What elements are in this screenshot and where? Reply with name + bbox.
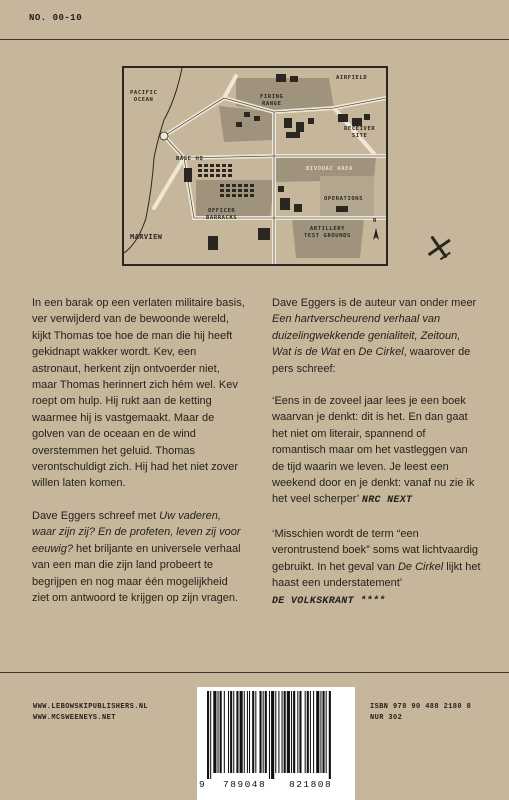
- map-label-receiver-site: RECEIVER SITE: [344, 126, 376, 139]
- barcode-bar: [236, 691, 238, 773]
- barcode-bar: [255, 691, 256, 773]
- barcode-bar: [249, 691, 250, 773]
- map-label-operations: OPERATIONS: [324, 196, 364, 202]
- map-label-firing-range: FIRING RANGE: [260, 94, 284, 107]
- barcode-bar: [291, 691, 292, 773]
- barcode-bar: [284, 691, 286, 773]
- barcode-bar: [320, 691, 321, 773]
- barcode-bar: [220, 691, 222, 773]
- book-title: Uw vaderen, waar zijn zij? En de profeten, leven zij voor eeuwig?: [32, 509, 241, 555]
- author-paragraph: Dave Eggers is de auteur van onder meer Een hartverscheurend verhaal van duizelingwekkende genialiteit, Zeitoun, Wat is de Wat en De Cirkel, waarover de pers schreef:: [272, 297, 477, 375]
- blurb-paragraph-1: In een barak op een verlaten militaire basis, ver verwijderd van de bewoonde wereld, kijkt Thomas toe hoe de man die hij heeft gekidnapt wakker wordt. Kev, een astronaut, herkent zijn ontvoerder niet, maar Thomas herinnert zich hém wel. Kev roept om hulp. Hij rukt aan de ketting waarmee hij is vastgemaakt. Maar de golven van de oceaan en de wind overstemmen het geluid. Thomas verontschuldigt zich. Hij had het niet zover willen laten komen.: [32, 297, 245, 490]
- barcode-bars: [205, 691, 347, 779]
- top-rule: [0, 39, 509, 40]
- barcode-bar: [323, 691, 325, 773]
- barcode: [197, 687, 355, 800]
- barcode-bar: [305, 691, 306, 773]
- quote-source-nrc: NRC NEXT: [361, 495, 413, 507]
- barcode-bar: [263, 691, 264, 773]
- barcode-bar: [247, 691, 248, 773]
- barcode-bar: [228, 691, 229, 773]
- press-quote-nrc: ‘Eens in de zoveel jaar lees je een boek waarvan je denkt: dit is het. En dan gaat het niet om literair, spannend of romantisch maar om het vastleggen van de tijd waarin we leven. Je leest een weekend door en je denkt: vanaf nu zie ik het veel scherper’ NRC NEXT: [272, 395, 475, 507]
- map-label-north: N: [373, 218, 377, 224]
- barcode-bar: [310, 691, 311, 773]
- map-label-airfield: AIRFIELD: [336, 75, 368, 81]
- barcode-digits-right: 821808: [289, 779, 333, 790]
- quote-source-volkskrant: DE VOLKSKRANT: [272, 595, 354, 607]
- bottom-rule: [0, 672, 509, 673]
- barcode-bar: [218, 691, 219, 773]
- barcode-digit-lead: 9: [199, 779, 205, 790]
- rating-stars: ****: [353, 595, 386, 607]
- blurb-column: [32, 295, 247, 622]
- press-quote-volkskrant: ‘Misschien wordt de term “een verontrustend boek” soms wat lichtvaardig gebruikt. In het geval van De Cirkel lijkt het haast een understatement’ DE VOLKSKRANT ****: [272, 527, 481, 607]
- edition-number: NO. 00-10: [29, 13, 83, 23]
- press-column: [272, 295, 482, 626]
- barcode-bar: [313, 691, 314, 773]
- barcode-bar: [278, 691, 279, 773]
- isbn-number: ISBN 978 90 488 2180 8: [370, 703, 472, 711]
- map-label-marview: MARVIEW: [130, 233, 163, 241]
- barcode-bar: [230, 691, 232, 773]
- barcode-bar: [244, 691, 245, 773]
- blurb-paragraph-2: Dave Eggers schreef met Uw vaderen, waar zijn zij? En de profeten, leven zij voor eeuwig? het briljante en universele verhaal van een man die zijn land probeert te begrijpen en nog maar één mogelijkheid ziet om antwoord te krijgen op zijn vragen.: [32, 509, 241, 604]
- barcode-bar: [260, 691, 262, 773]
- map-label-artillery: ARTILLERY TEST GROUNDS: [304, 226, 351, 239]
- map-label-base-hq: BASE HQ: [176, 156, 204, 162]
- barcode-digits-left: 789048: [223, 779, 267, 790]
- base-map: [122, 66, 388, 266]
- barcode-bar: [252, 691, 254, 773]
- airplane-icon: [424, 232, 454, 262]
- barcode-bar: [329, 691, 331, 779]
- barcode-bar: [265, 691, 267, 773]
- barcode-bar: [271, 691, 274, 779]
- barcode-bar: [207, 691, 209, 779]
- barcode-bar: [287, 691, 290, 773]
- barcode-bar: [240, 691, 243, 773]
- barcode-bar: [275, 691, 276, 773]
- barcode-bar: [282, 691, 283, 773]
- barcode-bar: [269, 691, 270, 779]
- map-label-bivouac: BIVOUAC AREA: [306, 166, 353, 172]
- barcode-bar: [233, 691, 234, 773]
- barcode-bar: [297, 691, 298, 773]
- barcode-bar: [210, 691, 211, 779]
- barcode-bar: [293, 691, 295, 773]
- barcode-bar: [213, 691, 216, 773]
- barcode-bar: [299, 691, 301, 773]
- nur-code: NUR 302: [370, 714, 403, 722]
- url-mcsweeneys[interactable]: WWW.MCSWEENEYS.NET: [33, 714, 116, 722]
- barcode-bar: [326, 691, 327, 773]
- publisher-urls: [33, 702, 148, 724]
- map-label-officer-barracks: OFFICER BARRACKS: [206, 208, 238, 221]
- barcode-bar: [316, 691, 319, 773]
- barcode-bar: [307, 691, 309, 773]
- isbn-block: [370, 702, 471, 724]
- map-label-pacific: PACIFIC OCEAN: [130, 90, 158, 103]
- barcode-bar: [224, 691, 225, 773]
- url-lebowski[interactable]: WWW.LEBOWSKIPUBLISHERS.NL: [33, 703, 149, 711]
